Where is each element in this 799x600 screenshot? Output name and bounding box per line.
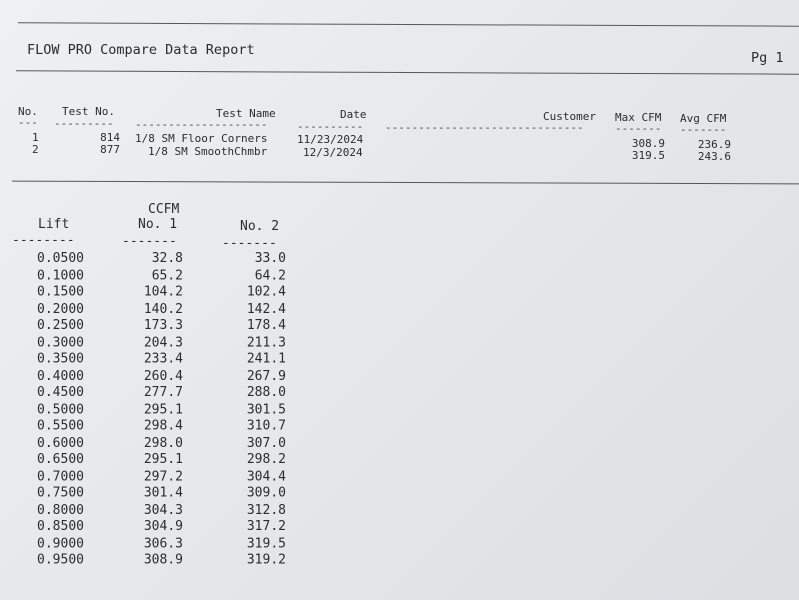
- title-rule: [16, 70, 799, 74]
- table-cell-lift: 0.5500: [37, 418, 84, 434]
- table-cell-no2: 64.2: [254, 267, 286, 283]
- table-cell-no2: 307.0: [246, 435, 286, 451]
- table-cell-no1: 301.4: [143, 485, 183, 501]
- table-cell-no1: 298.4: [143, 418, 183, 434]
- table-cell-lift: 0.9500: [37, 552, 84, 568]
- header-test-no: Test No.: [62, 105, 115, 118]
- row-avg-cfm: 243.6: [697, 150, 731, 163]
- header-avg-cfm: Avg CFM: [680, 112, 727, 125]
- table-cell-no1: 204.3: [143, 334, 183, 350]
- table-cell-no1: 260.4: [143, 368, 183, 384]
- report-title: FLOW PRO Compare Data Report: [27, 42, 255, 58]
- table-cell-lift: 0.0500: [37, 251, 84, 266]
- table-cell-lift: 0.5000: [37, 401, 84, 417]
- table-cell-no1: 295.1: [143, 401, 183, 417]
- table-cell-no2: 298.2: [246, 452, 286, 467]
- table-cell-no1: 297.2: [143, 468, 183, 484]
- table-cell-no2: 33.0: [254, 251, 286, 266]
- table-cell-lift: 0.3500: [37, 351, 84, 367]
- table-cell-no1: 32.8: [151, 251, 183, 266]
- header-max-cfm: Max CFM: [615, 111, 662, 124]
- table-cell-no2: 309.0: [246, 485, 286, 501]
- no2-column: [222, 251, 286, 568]
- table-cell-no1: 304.9: [143, 519, 183, 534]
- no1-column: [120, 251, 183, 568]
- underline-no: ---: [18, 116, 38, 129]
- row-no: 1: [32, 131, 39, 144]
- underline-no2: -------: [222, 236, 277, 251]
- row-test-name: 1/8 SM Floor Corners: [135, 132, 268, 145]
- table-cell-no1: 298.0: [143, 435, 183, 451]
- table-cell-no2: 102.4: [246, 284, 286, 300]
- table-cell-no1: 104.2: [143, 284, 183, 300]
- table-cell-no2: 211.3: [246, 334, 286, 350]
- table-cell-lift: 0.1000: [37, 267, 84, 283]
- table-cell-lift: 0.6000: [37, 435, 84, 451]
- row-date: 11/23/2024: [297, 133, 364, 146]
- row-test-no: 877: [100, 143, 120, 156]
- header-date: Date: [340, 108, 367, 121]
- table-cell-no1: 65.2: [151, 267, 183, 283]
- underline-no1: -------: [122, 234, 177, 249]
- table-cell-lift: 0.9000: [37, 535, 84, 551]
- header-test-name: Test Name: [216, 107, 276, 120]
- table-cell-no2: 142.4: [246, 301, 286, 317]
- table-cell-no1: 173.3: [143, 318, 183, 333]
- lift-column: [20, 251, 84, 568]
- underline-lift: --------: [12, 233, 75, 248]
- header-no: No.: [18, 105, 38, 118]
- row-avg-cfm: 236.9: [697, 138, 731, 151]
- table-cell-lift: 0.8500: [37, 519, 84, 534]
- table-cell-no2: 288.0: [246, 385, 286, 400]
- top-rule: [18, 22, 799, 26]
- table-cell-lift: 0.1500: [37, 284, 84, 300]
- page-number: Pg 1: [751, 50, 784, 66]
- table-cell-no2: 241.1: [246, 351, 286, 367]
- underline-test-no: ---------: [54, 117, 114, 130]
- table-cell-lift: 0.7000: [37, 468, 84, 484]
- table-cell-lift: 0.4500: [37, 385, 84, 400]
- table-cell-no2: 301.5: [246, 401, 286, 417]
- table-cell-no2: 319.5: [246, 535, 286, 551]
- table-cell-lift: 0.2000: [37, 301, 84, 317]
- row-date: 12/3/2024: [303, 146, 363, 159]
- underline-max-cfm: -------: [615, 122, 662, 135]
- table-cell-no1: 295.1: [143, 452, 183, 467]
- table-cell-no1: 233.4: [143, 351, 183, 367]
- column-header-no1: No. 1: [138, 217, 178, 232]
- table-cell-no2: 312.8: [246, 502, 286, 518]
- row-test-name: 1/8 SM SmoothChmbr: [148, 145, 268, 158]
- underline-customer: ------------------------------: [385, 121, 584, 134]
- column-header-lift: Lift: [38, 217, 70, 232]
- table-cell-lift: 0.7500: [37, 485, 84, 501]
- underline-test-name: --------------------: [135, 118, 268, 131]
- table-cell-no1: 308.9: [143, 552, 183, 568]
- header-customer: Customer: [543, 110, 596, 123]
- table-cell-lift: 0.8000: [37, 502, 84, 518]
- table-cell-lift: 0.4000: [37, 368, 84, 384]
- ccfm-group-header: CCFM: [148, 202, 180, 217]
- table-cell-no1: 306.3: [143, 535, 183, 551]
- underline-date: ----------: [297, 120, 364, 133]
- table-cell-no1: 304.3: [143, 502, 183, 518]
- table-cell-lift: 0.6500: [37, 452, 84, 467]
- table-cell-no2: 304.4: [246, 468, 286, 484]
- table-cell-lift: 0.2500: [37, 318, 84, 333]
- table-cell-no2: 178.4: [246, 318, 286, 333]
- table-cell-no2: 317.2: [246, 519, 286, 534]
- table-cell-no1: 277.7: [143, 385, 183, 400]
- row-max-cfm: 319.5: [631, 149, 665, 162]
- underline-avg-cfm: -------: [680, 123, 727, 136]
- table-cell-no1: 140.2: [143, 301, 183, 317]
- summary-rule: [12, 181, 799, 185]
- table-cell-lift: 0.3000: [37, 334, 84, 350]
- table-cell-no2: 267.9: [246, 368, 286, 384]
- row-no: 2: [32, 143, 39, 156]
- row-max-cfm: 308.9: [631, 137, 665, 150]
- table-cell-no2: 319.2: [246, 552, 286, 568]
- table-cell-no2: 310.7: [246, 418, 286, 434]
- column-header-no2: No. 2: [240, 219, 280, 234]
- row-test-no: 814: [100, 131, 120, 144]
